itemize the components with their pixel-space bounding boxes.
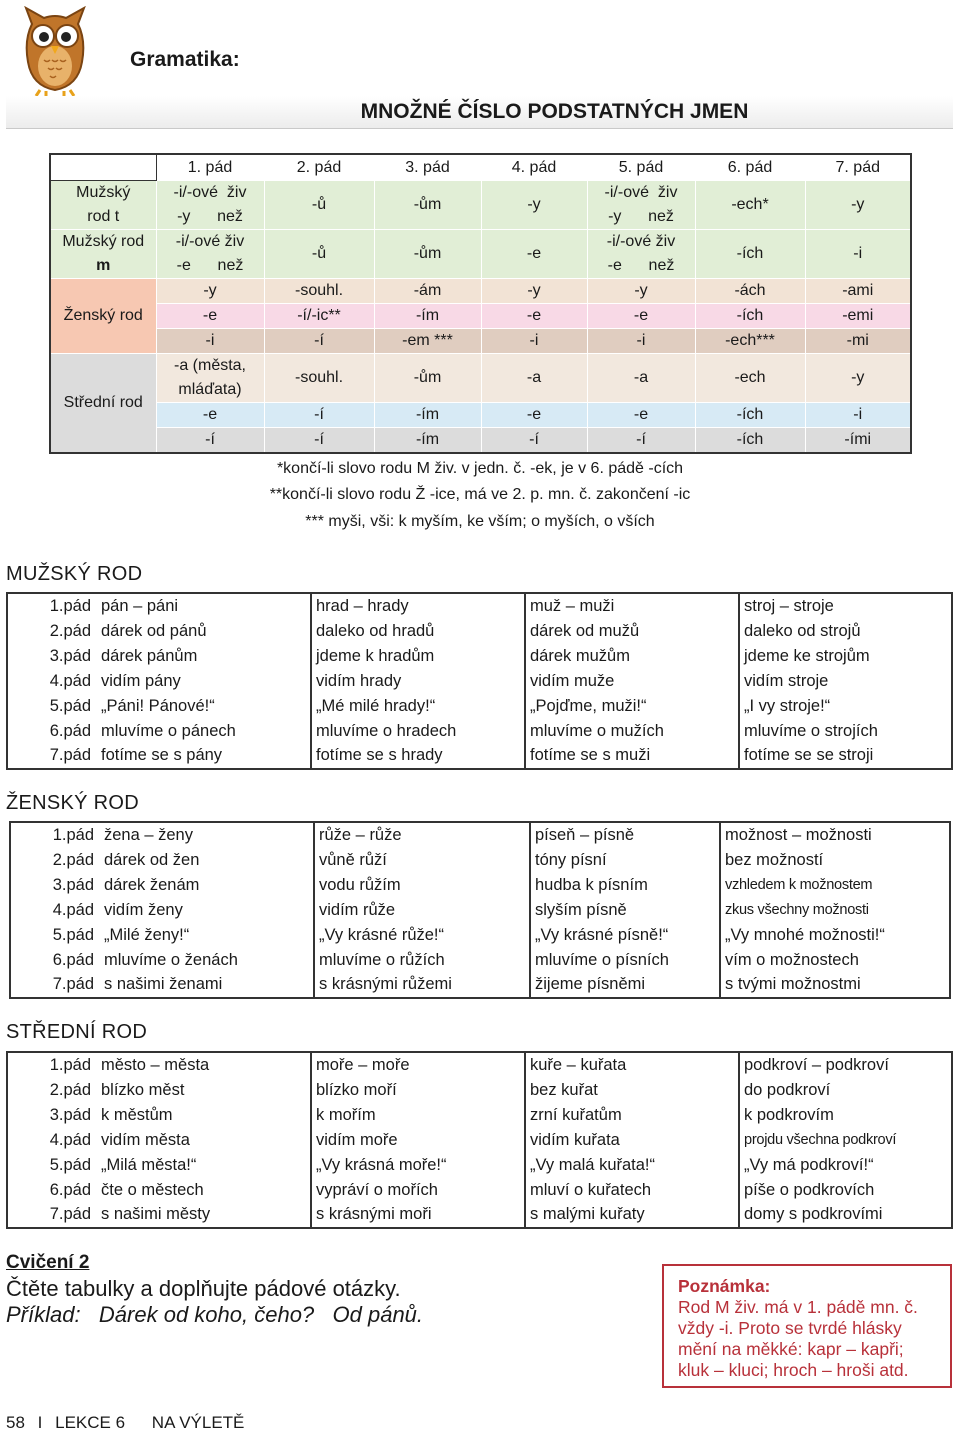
example-cell: slyším písně — [530, 898, 720, 923]
label-line: Mužský — [76, 184, 131, 201]
label-line: Mužský rod — [62, 233, 145, 250]
example-cell: dárek mužům — [525, 644, 739, 669]
case-label: 2.pád — [52, 850, 94, 869]
example-cell: „Vy krásné písně!“ — [530, 923, 720, 948]
example-cell: dárek od mužů — [525, 619, 739, 644]
example-cell: růže – růže — [314, 822, 530, 848]
label-line: rod t — [87, 208, 120, 225]
ending-cell: -i — [805, 403, 911, 428]
example-cell: jdeme k hradům — [311, 644, 525, 669]
example-cell: „Vy malá kuřata!“ — [525, 1153, 739, 1178]
example-cell: moře – moře — [311, 1052, 525, 1078]
masc-inan-label — [50, 230, 156, 279]
exercise-instruction: Čtěte tabulky a doplňujte pádové otázky. — [6, 1276, 401, 1301]
example-cell: fotíme se se stroji — [739, 743, 952, 769]
exercise-title: Cvičení 2 — [6, 1252, 90, 1273]
case-header: 5. pád — [587, 154, 695, 181]
masculine-heading: MUŽSKÝ ROD — [6, 563, 143, 585]
example-cell: s tvými možnostmi — [720, 972, 950, 998]
example-cell: vidím růže — [314, 898, 530, 923]
case-label: 7.pád — [49, 746, 91, 765]
example-cell: píše o podkrovích — [739, 1178, 952, 1203]
example-cell: blízko měst — [101, 1080, 185, 1099]
table-row — [10, 848, 950, 873]
case-label: 3.pád — [49, 646, 91, 665]
feminine-heading: ŽENSKÝ ROD — [6, 792, 140, 814]
example-cell: mluví o kuřatech — [525, 1178, 739, 1203]
example-cell: k městům — [101, 1105, 173, 1124]
fem-row — [50, 329, 911, 354]
ending-cell: -ími — [805, 428, 911, 454]
ending-cell: -e — [587, 403, 695, 428]
case-header: 4. pád — [481, 154, 587, 181]
case-label: 6.pád — [52, 950, 94, 969]
example-cell: bez kuřat — [525, 1078, 739, 1103]
table-row — [10, 972, 950, 998]
example-cell: bez možností — [720, 848, 950, 873]
case-header: 6. pád — [695, 154, 805, 181]
page-number: 58 — [6, 1413, 25, 1432]
example-cell: vidím moře — [311, 1128, 525, 1153]
example-cell: vzhledem k možnostem — [720, 873, 950, 898]
ending-cell — [156, 230, 264, 279]
table-row — [7, 743, 952, 769]
owl-icon — [22, 6, 88, 98]
example-cell: podkroví – podkroví — [739, 1052, 952, 1078]
page-title: MNOŽNÉ ČÍSLO PODSTATNÝCH JMEN — [360, 100, 749, 123]
ending-cell: -í — [587, 428, 695, 454]
note-heading: Poznámka: — [678, 1276, 771, 1296]
example-cell: město – města — [101, 1056, 210, 1074]
ending-cell: -ech* — [695, 181, 805, 230]
example-cell: vůně růží — [314, 848, 530, 873]
example-cell: „Vy má podkroví!“ — [739, 1153, 952, 1178]
table-row — [7, 1128, 952, 1153]
case-label: 3.pád — [52, 875, 94, 894]
ending-cell: -ích — [695, 230, 805, 279]
case-label: 1.pád — [49, 597, 91, 615]
example-cell: vím o možnostech — [720, 948, 950, 973]
example-cell: zkus všechny možnosti — [720, 898, 950, 923]
note-box — [662, 1264, 952, 1388]
case-label: 2.pád — [49, 1080, 91, 1099]
example-cell: dárek ženám — [104, 875, 200, 894]
example-cell: „Vy krásné růže!“ — [314, 923, 530, 948]
ending-cell: -ech — [695, 354, 805, 403]
neut-row — [50, 403, 911, 428]
example-cell: vidím ženy — [104, 900, 183, 919]
table-row — [7, 1178, 952, 1203]
example-cell: muž – muži — [525, 593, 739, 619]
label-line: m — [96, 257, 111, 274]
ending-cell: -ím — [374, 428, 481, 454]
footer-separator: I — [37, 1413, 43, 1432]
example-cell: tóny písní — [530, 848, 720, 873]
ending-cell: -i — [156, 329, 264, 354]
example-cell: mluvíme o strojích — [739, 719, 952, 744]
example-cell: žijeme písněmi — [530, 972, 720, 998]
case-label: 2.pád — [49, 621, 91, 640]
section-label: Gramatika: — [130, 48, 240, 71]
ending-cell: -í — [264, 329, 374, 354]
ending-cell: -y — [805, 181, 911, 230]
table-row — [10, 873, 950, 898]
example-cell: stroj – stroje — [739, 593, 952, 619]
ending-cell: -ích — [695, 428, 805, 454]
ending-cell: -ům — [374, 354, 481, 403]
ending-cell: -e — [481, 230, 587, 279]
example-cell: fotíme se s pány — [101, 746, 223, 765]
table-row — [7, 1078, 952, 1103]
table-row — [7, 719, 952, 744]
example-cell: k podkrovím — [739, 1103, 952, 1128]
ending-cell: -ách — [695, 279, 805, 304]
example-cell: vodu růžím — [314, 873, 530, 898]
feminine-table — [9, 821, 951, 999]
ending-cell: -i — [587, 329, 695, 354]
table-row — [10, 923, 950, 948]
case-label: 1.pád — [49, 1056, 91, 1074]
example-cell: mluvíme o pánech — [101, 721, 236, 740]
ending-line: -e než — [607, 257, 675, 274]
ending-cell: -y — [481, 279, 587, 304]
example-cell: vidím kuřata — [525, 1128, 739, 1153]
case-label: 4.pád — [49, 671, 91, 690]
example-cell: dárek od žen — [104, 850, 200, 869]
fem-row — [50, 279, 911, 304]
ending-cell — [587, 230, 695, 279]
ending-line: -i/-ové živ — [604, 184, 678, 201]
ending-cell — [156, 181, 264, 230]
example-cell: „Pojďme, muži!“ — [525, 694, 739, 719]
table-row — [10, 948, 950, 973]
example-cell: zrní kuřatům — [525, 1103, 739, 1128]
ending-cell: -e — [156, 403, 264, 428]
neut-row — [50, 354, 911, 403]
ending-cell: -i — [805, 230, 911, 279]
ending-cell: -souhl. — [264, 279, 374, 304]
example-cell: „Milá města!“ — [101, 1155, 197, 1174]
example-cell: projdu všechna podkroví — [739, 1128, 952, 1153]
ending-line: -i/-ové živ — [175, 233, 245, 250]
ending-cell: -í — [156, 428, 264, 454]
ending-cell: -emi — [805, 304, 911, 329]
example-cell: možnost – možnosti — [720, 822, 950, 848]
example-cell: vidím hrady — [311, 669, 525, 694]
case-label: 4.pád — [52, 900, 94, 919]
ending-cell: -em *** — [374, 329, 481, 354]
lesson-label: LEKCE 6 — [55, 1413, 126, 1432]
ending-cell: -a — [587, 354, 695, 403]
ending-cell: -e — [481, 304, 587, 329]
example-cell: fotíme se s hrady — [311, 743, 525, 769]
table-row — [7, 669, 952, 694]
example-cell: pán – páni — [101, 597, 179, 615]
example-cell: mluvíme o hradech — [311, 719, 525, 744]
ending-cell: -ím — [374, 403, 481, 428]
ending-cell: -ům — [374, 230, 481, 279]
table-row — [10, 822, 950, 848]
neuter-table — [6, 1051, 953, 1229]
case-label: 1.pád — [52, 826, 94, 844]
neut-label: Střední rod — [50, 354, 156, 454]
page-footer — [6, 1413, 244, 1433]
example-cell: dárek pánům — [101, 646, 198, 665]
case-header-row — [50, 154, 911, 181]
example-cell: daleko od strojů — [739, 619, 952, 644]
fem-row — [50, 304, 911, 329]
table-row — [7, 1153, 952, 1178]
example-cell: čte o městech — [101, 1180, 204, 1199]
table-row — [10, 898, 950, 923]
ending-cell: -i — [481, 329, 587, 354]
masc-anim-row — [50, 181, 911, 230]
exercise-example: Příklad: Dárek od koho, čeho? Od pánů. — [6, 1302, 424, 1327]
footnote: *** myši, vši: k myším, ke vším; o myších, o vších — [305, 513, 655, 530]
ending-cell: -ích — [695, 403, 805, 428]
example-cell: s malými kuřaty — [525, 1202, 739, 1228]
lesson-topic: NA VÝLETĚ — [151, 1413, 245, 1432]
case-label: 6.pád — [49, 721, 91, 740]
ending-line: -e než — [176, 257, 244, 274]
ending-cell: -souhl. — [264, 354, 374, 403]
example-cell: mluvíme o růžích — [314, 948, 530, 973]
example-cell: „Páni! Pánové!“ — [101, 696, 215, 715]
ending-cell: -e — [481, 403, 587, 428]
ending-cell: -e — [587, 304, 695, 329]
example-cell: blízko moří — [311, 1078, 525, 1103]
ending-cell: -ám — [374, 279, 481, 304]
footnote: **končí-li slovo rodu Ž -ice, má ve 2. p. mn. č. zakončení -ic — [269, 486, 691, 503]
example-cell: vidím města — [101, 1130, 190, 1149]
case-label: 7.pád — [49, 1205, 91, 1224]
example-cell: mluvíme o ženách — [104, 950, 238, 969]
ending-line: -y než — [177, 208, 243, 225]
table-row — [7, 619, 952, 644]
ending-cell: -ech*** — [695, 329, 805, 354]
example-cell: dárek od pánů — [101, 621, 207, 640]
example-cell: daleko od hradů — [311, 619, 525, 644]
note-body: Rod M živ. má v 1. pádě mn. č. vždy -i. Proto se tvrdé hlásky mění na měkké: kapr – kapři; kluk – kluci; hroch – hroši atd. — [678, 1297, 918, 1380]
example-cell: žena – ženy — [104, 826, 193, 844]
neut-row — [50, 428, 911, 454]
ending-cell: -í/-ic** — [264, 304, 374, 329]
example-cell: mluvíme o písních — [530, 948, 720, 973]
case-header: 1. pád — [156, 154, 264, 181]
example-cell: s našimi ženami — [104, 975, 223, 994]
example-cell: s krásnými růžemi — [314, 972, 530, 998]
ending-cell — [587, 181, 695, 230]
ending-cell: -y — [805, 354, 911, 403]
ending-cell: -y — [587, 279, 695, 304]
table-row — [7, 1103, 952, 1128]
example-cell: hrad – hrady — [311, 593, 525, 619]
example-cell: mluvíme o mužích — [525, 719, 739, 744]
example-cell: vidím muže — [525, 669, 739, 694]
ending-cell: -a — [481, 354, 587, 403]
corner-cell — [50, 154, 156, 181]
ending-cell: -ích — [695, 304, 805, 329]
case-label: 3.pád — [49, 1105, 91, 1124]
ending-cell: -e — [156, 304, 264, 329]
fem-label: Ženský rod — [50, 279, 156, 354]
ending-line: mláďata) — [178, 381, 242, 398]
case-header: 2. pád — [264, 154, 374, 181]
owl-logo — [22, 6, 88, 98]
table-row — [7, 644, 952, 669]
table-row — [7, 694, 952, 719]
example-cell: píseň – písně — [530, 822, 720, 848]
masculine-table — [6, 592, 953, 770]
example-cell: „Vy krásná moře!“ — [311, 1153, 525, 1178]
example-cell: „Mé milé hrady!“ — [311, 694, 525, 719]
example-cell: fotíme se s muži — [525, 743, 739, 769]
footnote: *končí-li slovo rodu M živ. v jedn. č. -ek, je v 6. pádě -cích — [276, 460, 684, 477]
ending-cell: -í — [481, 428, 587, 454]
ending-cell: -mi — [805, 329, 911, 354]
case-header: 3. pád — [374, 154, 481, 181]
ending-line: -i/-ové živ — [606, 233, 676, 250]
ending-line: -i/-ové živ — [173, 184, 247, 201]
ending-cell: -y — [481, 181, 587, 230]
case-label: 7.pád — [52, 975, 94, 994]
example-cell: s krásnými moři — [311, 1202, 525, 1228]
ending-cell: -ami — [805, 279, 911, 304]
case-label: 5.pád — [49, 696, 91, 715]
example-cell: vypráví o mořích — [311, 1178, 525, 1203]
example-cell: domy s podkrovími — [739, 1202, 952, 1228]
example-cell: hudba k písním — [530, 873, 720, 898]
ending-cell: -y — [156, 279, 264, 304]
masc-inan-row — [50, 230, 911, 279]
ending-cell: -ím — [374, 304, 481, 329]
ending-cell: -ům — [374, 181, 481, 230]
ending-cell: -í — [264, 403, 374, 428]
table-row — [7, 1052, 952, 1078]
ending-cell: -ů — [264, 230, 374, 279]
ending-cell: -ů — [264, 181, 374, 230]
case-label: 6.pád — [49, 1180, 91, 1199]
example-cell: s našimi městy — [101, 1205, 211, 1224]
example-cell: vidím stroje — [739, 669, 952, 694]
ending-line: -a (města, — [173, 357, 246, 374]
example-cell: kuře – kuřata — [525, 1052, 739, 1078]
ending-line: -y než — [608, 208, 674, 225]
example-cell: do podkroví — [739, 1078, 952, 1103]
example-cell: „I vy stroje!“ — [739, 694, 952, 719]
endings-summary-table — [49, 153, 912, 454]
example-cell: jdeme ke strojům — [739, 644, 952, 669]
masc-anim-label — [50, 181, 156, 230]
example-cell: „Milé ženy!“ — [104, 925, 190, 944]
case-label: 5.pád — [52, 925, 94, 944]
ending-cell: -í — [264, 428, 374, 454]
ending-cell — [156, 354, 264, 403]
example-cell: vidím pány — [101, 671, 181, 690]
table-row — [7, 1202, 952, 1228]
example-cell: k mořím — [311, 1103, 525, 1128]
neuter-heading: STŘEDNÍ ROD — [6, 1021, 148, 1043]
case-label: 4.pád — [49, 1130, 91, 1149]
case-header: 7. pád — [805, 154, 911, 181]
case-label: 5.pád — [49, 1155, 91, 1174]
example-cell: „Vy mnohé možnosti!“ — [720, 923, 950, 948]
table-row — [7, 593, 952, 619]
